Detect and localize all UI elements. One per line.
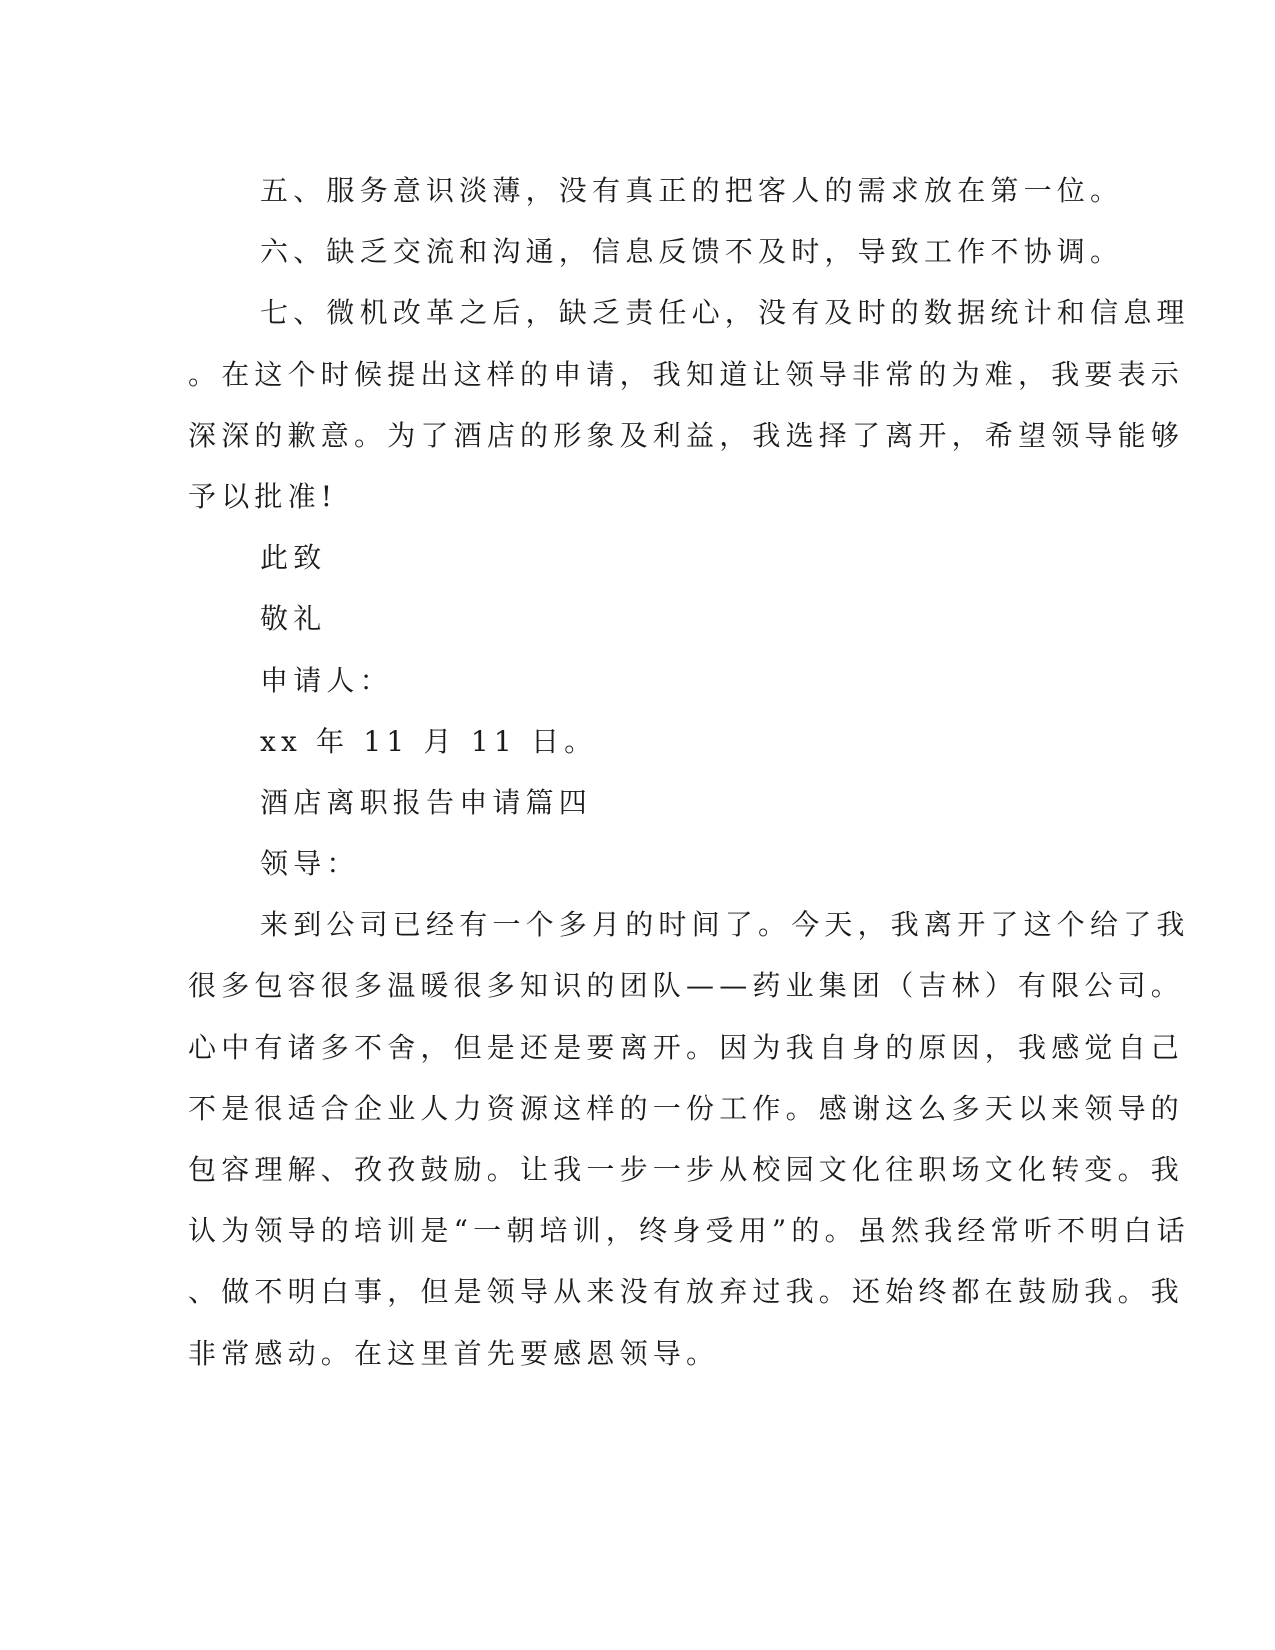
paragraph-line: 认为领导的培训是“一朝培训，终身受用”的。虽然我经常听不明白话 xyxy=(188,1214,1190,1248)
section-title: 酒店离职报告申请篇四 xyxy=(260,785,593,819)
closing-salutation: 此致 xyxy=(260,541,327,575)
paragraph-line: 五、服务意识淡薄，没有真正的把客人的需求放在第一位。 xyxy=(260,174,1124,207)
document-body xyxy=(188,160,1190,1384)
paragraph-line: 。在这个时候提出这样的申请，我知道让领导非常的为难，我要表示 xyxy=(188,357,1185,391)
paragraph-line: 来到公司已经有一个多月的时间了。今天，我离开了这个给了我 xyxy=(260,908,1190,942)
paragraph-line: 六、缺乏交流和沟通，信息反馈不及时，导致工作不协调。 xyxy=(260,235,1124,269)
date-line: xx 年 11 月 11 日。 xyxy=(260,724,598,758)
paragraph-line: 非常感动。在这里首先要感恩领导。 xyxy=(188,1336,720,1370)
applicant-label: 申请人： xyxy=(260,663,393,697)
paragraph-line: 七、微机改革之后，缺乏责任心，没有及时的数据统计和信息理 xyxy=(260,296,1190,330)
paragraph-line: 很多包容很多温暖很多知识的团队——药业集团（吉林）有限公司。 xyxy=(188,969,1185,1003)
paragraph-line: 心中有诸多不舍，但是还是要离开。因为我自身的原因，我感觉自己 xyxy=(188,1030,1185,1064)
paragraph-line: 予以批准! xyxy=(188,479,338,513)
paragraph-line: 深深的歉意。为了酒店的形象及利益，我选择了离开，希望领导能够 xyxy=(188,418,1185,452)
paragraph-line: 不是很适合企业人力资源这样的一份工作。感谢这么多天以来领导的 xyxy=(188,1091,1185,1125)
paragraph-line: 、做不明白事，但是领导从来没有放弃过我。还始终都在鼓励我。我 xyxy=(188,1275,1185,1309)
paragraph-line: 包容理解、孜孜鼓励。让我一步一步从校园文化往职场文化转变。我 xyxy=(188,1153,1185,1186)
closing-regards: 敬礼 xyxy=(260,602,327,636)
greeting-line: 领导： xyxy=(260,847,360,881)
